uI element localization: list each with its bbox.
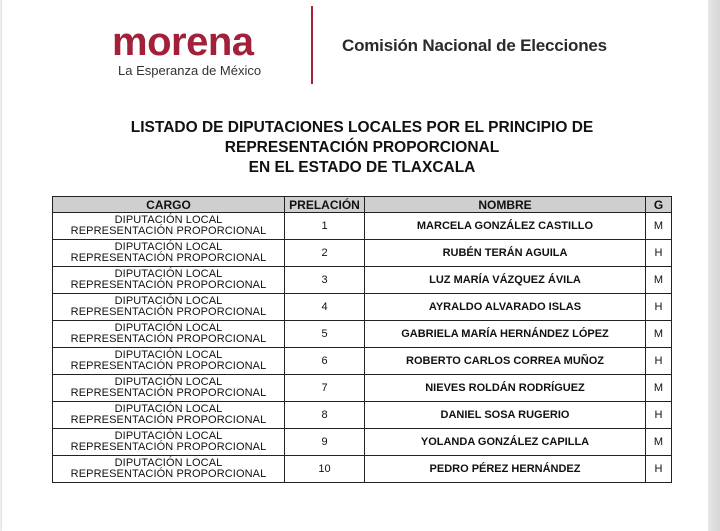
cargo-line-2: REPRESENTACIÓN PROPORCIONAL: [70, 441, 267, 453]
cell-nombre: GABRIELA MARÍA HERNÁNDEZ LÓPEZ: [365, 321, 646, 348]
cargo-line-1: DIPUTACIÓN LOCAL: [114, 402, 223, 415]
cell-cargo: [53, 375, 285, 402]
title-line-3: EN EL ESTADO DE TLAXCALA: [248, 159, 476, 176]
cell-nombre: LUZ MARÍA VÁZQUEZ ÁVILA: [365, 267, 646, 294]
morena-logo: [112, 22, 287, 78]
table-row: [53, 294, 672, 321]
cell-gender: H: [646, 294, 672, 321]
cargo-line-2: REPRESENTACIÓN PROPORCIONAL: [70, 468, 267, 480]
cell-cargo: [53, 267, 285, 294]
cell-gender: H: [646, 240, 672, 267]
cell-nombre: ROBERTO CARLOS CORREA MUÑOZ: [365, 348, 646, 375]
logo-wordmark: morena: [112, 20, 254, 64]
cargo-line-1: DIPUTACIÓN LOCAL: [114, 429, 223, 442]
cell-prelacion: 9: [285, 429, 365, 456]
cell-gender: M: [646, 375, 672, 402]
title-line-2: REPRESENTACIÓN PROPORCIONAL: [224, 139, 500, 156]
document-title: [62, 118, 662, 178]
cell-gender: M: [646, 429, 672, 456]
table-body: [53, 213, 672, 483]
cargo-line-1: DIPUTACIÓN LOCAL: [114, 456, 223, 469]
cell-prelacion: 8: [285, 402, 365, 429]
cell-nombre: AYRALDO ALVARADO ISLAS: [365, 294, 646, 321]
cargo-line-2: REPRESENTACIÓN PROPORCIONAL: [70, 279, 267, 291]
cargo-line-2: REPRESENTACIÓN PROPORCIONAL: [70, 360, 267, 372]
table-row: [53, 429, 672, 456]
cell-prelacion: 4: [285, 294, 365, 321]
logo-tagline: La Esperanza de México: [118, 63, 262, 78]
table-row: [53, 321, 672, 348]
cell-gender: M: [646, 213, 672, 240]
cargo-line-2: REPRESENTACIÓN PROPORCIONAL: [70, 387, 267, 399]
cell-nombre: MARCELA GONZÁLEZ CASTILLO: [365, 213, 646, 240]
page-edge: [708, 0, 720, 531]
cell-cargo: [53, 294, 285, 321]
cell-cargo: [53, 429, 285, 456]
cargo-line-1: DIPUTACIÓN LOCAL: [114, 321, 223, 334]
cell-prelacion: 1: [285, 213, 365, 240]
cell-nombre: PEDRO PÉREZ HERNÁNDEZ: [365, 456, 646, 483]
cell-cargo: [53, 213, 285, 240]
cell-prelacion: 2: [285, 240, 365, 267]
cell-cargo: [53, 321, 285, 348]
cell-gender: H: [646, 402, 672, 429]
cargo-line-1: DIPUTACIÓN LOCAL: [114, 267, 223, 280]
column-header-nombre: NOMBRE: [365, 197, 646, 213]
table-row: [53, 213, 672, 240]
cargo-line-1: DIPUTACIÓN LOCAL: [114, 348, 223, 361]
cell-gender: H: [646, 456, 672, 483]
cell-cargo: [53, 456, 285, 483]
cell-prelacion: 3: [285, 267, 365, 294]
cell-prelacion: 10: [285, 456, 365, 483]
cargo-line-1: DIPUTACIÓN LOCAL: [114, 240, 223, 253]
cell-prelacion: 5: [285, 321, 365, 348]
column-header-prelacion: PRELACIÓN: [285, 197, 365, 213]
cargo-line-2: REPRESENTACIÓN PROPORCIONAL: [70, 414, 267, 426]
cargo-line-1: DIPUTACIÓN LOCAL: [114, 213, 223, 226]
cell-nombre: NIEVES ROLDÁN RODRÍGUEZ: [365, 375, 646, 402]
column-header-g: G: [646, 197, 672, 213]
table-row: [53, 348, 672, 375]
cargo-line-2: REPRESENTACIÓN PROPORCIONAL: [70, 306, 267, 318]
cargo-line-1: DIPUTACIÓN LOCAL: [114, 375, 223, 388]
table-header-row: [53, 197, 672, 213]
cell-prelacion: 6: [285, 348, 365, 375]
candidates-table: [52, 196, 672, 483]
cell-cargo: [53, 348, 285, 375]
table-row: [53, 375, 672, 402]
table-row: [53, 240, 672, 267]
cargo-line-2: REPRESENTACIÓN PROPORCIONAL: [70, 252, 267, 264]
cargo-line-2: REPRESENTACIÓN PROPORCIONAL: [70, 333, 267, 345]
header-divider: [311, 6, 313, 84]
cell-gender: H: [646, 348, 672, 375]
cell-nombre: YOLANDA GONZÁLEZ CAPILLA: [365, 429, 646, 456]
cell-nombre: RUBÉN TERÁN AGUILA: [365, 240, 646, 267]
table-row: [53, 267, 672, 294]
cell-cargo: [53, 240, 285, 267]
table-row: [53, 456, 672, 483]
cell-cargo: [53, 402, 285, 429]
cell-gender: M: [646, 267, 672, 294]
cell-nombre: DANIEL SOSA RUGERIO: [365, 402, 646, 429]
column-header-cargo: CARGO: [53, 197, 285, 213]
document-page: [2, 0, 708, 531]
cell-gender: M: [646, 321, 672, 348]
title-line-1: LISTADO DE DIPUTACIONES LOCALES POR EL PRINCIPIO DE: [130, 119, 594, 136]
table-row: [53, 402, 672, 429]
commission-name: Comisión Nacional de Elecciones: [342, 36, 607, 55]
cargo-line-2: REPRESENTACIÓN PROPORCIONAL: [70, 225, 267, 237]
cell-prelacion: 7: [285, 375, 365, 402]
cargo-line-1: DIPUTACIÓN LOCAL: [114, 294, 223, 307]
